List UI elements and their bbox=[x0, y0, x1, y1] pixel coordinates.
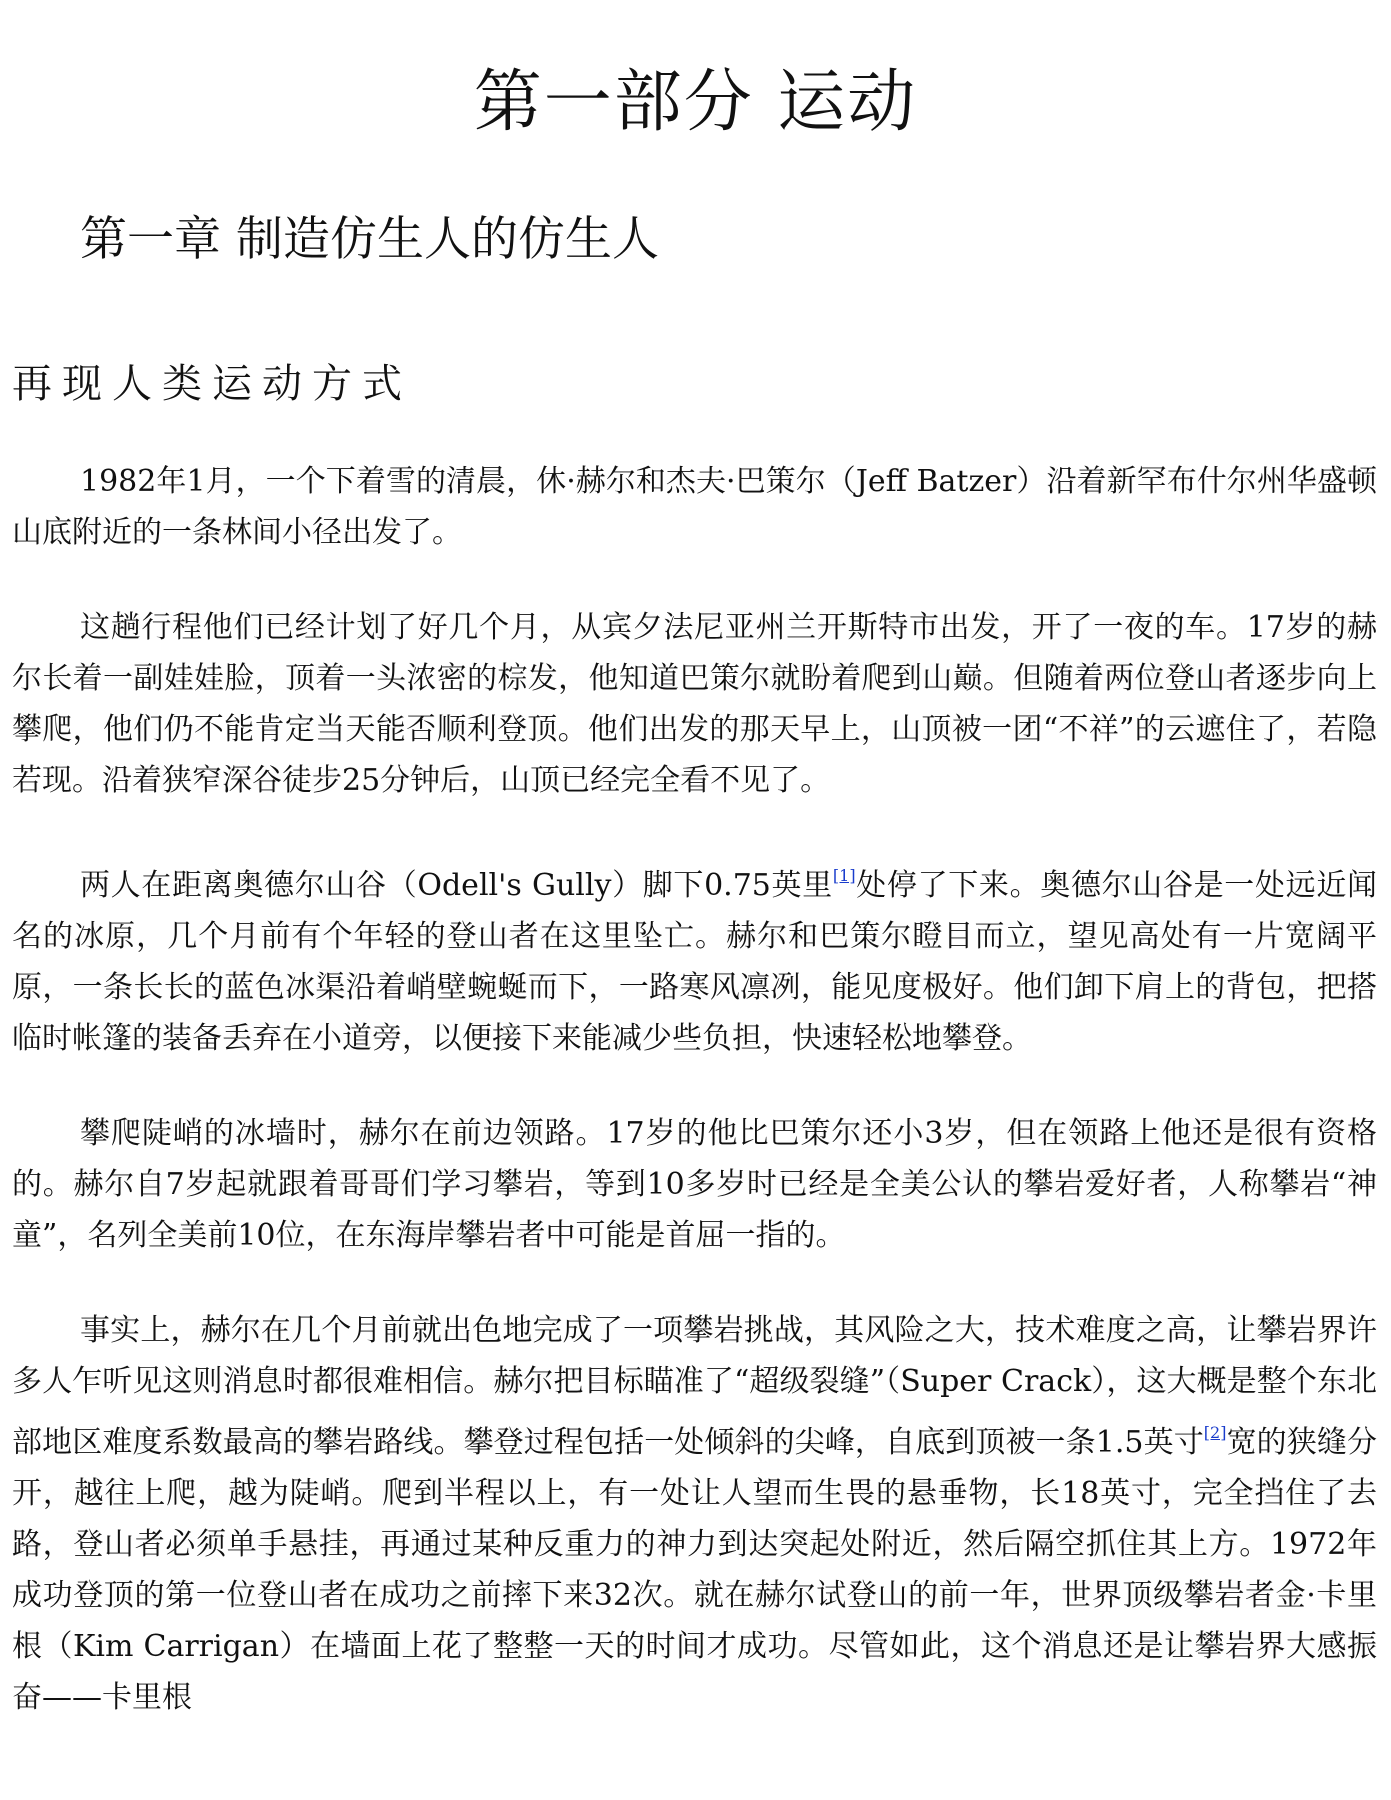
body-text bbox=[12, 456, 1377, 1767]
part-title: 第一部分 运动 bbox=[473, 63, 918, 142]
footnote-link-2[interactable]: [2] bbox=[1203, 1423, 1227, 1442]
paragraph-4: 攀爬陡峭的冰墙时，赫尔在前边领路。17岁的他比巴策尔还小3岁，但在领路上他还是很有资格的。赫尔自7岁起就跟着哥哥们学习攀岩，等到10多岁时已经是全美公认的攀岩爱好者，人称攀岩“神童”，名列全美前10位，在东海岸攀岩者中可能是首屈一指的。 bbox=[12, 1116, 1377, 1253]
footnote-link-1[interactable]: [1] bbox=[832, 866, 856, 885]
paragraph-1: 1982年1月，一个下着雪的清晨，休·赫尔和杰夫·巴策尔（Jeff Batzer）沿着新罕布什尔州华盛顿山底附近的一条林间小径出发了。 bbox=[12, 464, 1377, 550]
paragraph-5-text-a: 事实上，赫尔在几个月前就出色地完成了一项攀岩挑战，其风险之大，技术难度之高，让攀岩界许多人乍听见这则消息时都很难相信。赫尔把目标瞄准了“超级裂缝”（Super Crack），这大概是整个东北部地区难度系数最高的攀岩路线。攀登过程包括一处倾斜的尖峰，自底到顶被一条1.5英寸 bbox=[12, 1313, 1377, 1460]
chapter-title: 第一章 制造仿生人的仿生人 bbox=[80, 212, 659, 267]
paragraph-5 bbox=[12, 1305, 1377, 1723]
paragraph-3-text-b: 处停了下来。奥德尔山谷是一处远近闻名的冰原，几个月前有个年轻的登山者在这里坠亡。赫尔和巴策尔瞪目而立，望见高处有一片宽阔平原，一条长长的蓝色冰渠沿着峭壁蜿蜒而下，一路寒风凛冽，能见度极好。他们卸下肩上的背包，把搭临时帐篷的装备丢弃在小道旁，以便接下来能减少些负担，快速轻松地攀登。 bbox=[12, 868, 1377, 1056]
paragraph-3-text-a: 两人在距离奥德尔山谷（Odell's Gully）脚下0.75英里 bbox=[80, 868, 833, 903]
paragraph-2: 这趟行程他们已经计划了好几个月，从宾夕法尼亚州兰开斯特市出发，开了一夜的车。17岁的赫尔长着一副娃娃脸，顶着一头浓密的棕发，他知道巴策尔就盼着爬到山巅。但随着两位登山者逐步向上攀爬，他们仍不能肯定当天能否顺利登顶。他们出发的那天早上，山顶被一团“不祥”的云遮住了，若隐若现。沿着狭窄深谷徒步25分钟后，山顶已经完全看不见了。 bbox=[12, 610, 1377, 798]
paragraph-5-text-b: 宽的狭缝分开，越往上爬，越为陡峭。爬到半程以上，有一处让人望而生畏的悬垂物，长18英寸，完全挡住了去路，登山者必须单手悬挂，再通过某种反重力的神力到达突起处附近，然后隔空抓住其上方。1972年成功登顶的第一位登山者在成功之前摔下来32次。就在赫尔试登山的前一年，世界顶级攀岩者金·卡里根（Kim Carrigan）在墙面上花了整整一天的时间才成功。尽管如此，这个消息还是让攀岩界大感振奋——卡里根 bbox=[12, 1425, 1377, 1715]
section-title: 再现人类运动方式 bbox=[12, 361, 412, 407]
paragraph-3 bbox=[12, 850, 1377, 1064]
